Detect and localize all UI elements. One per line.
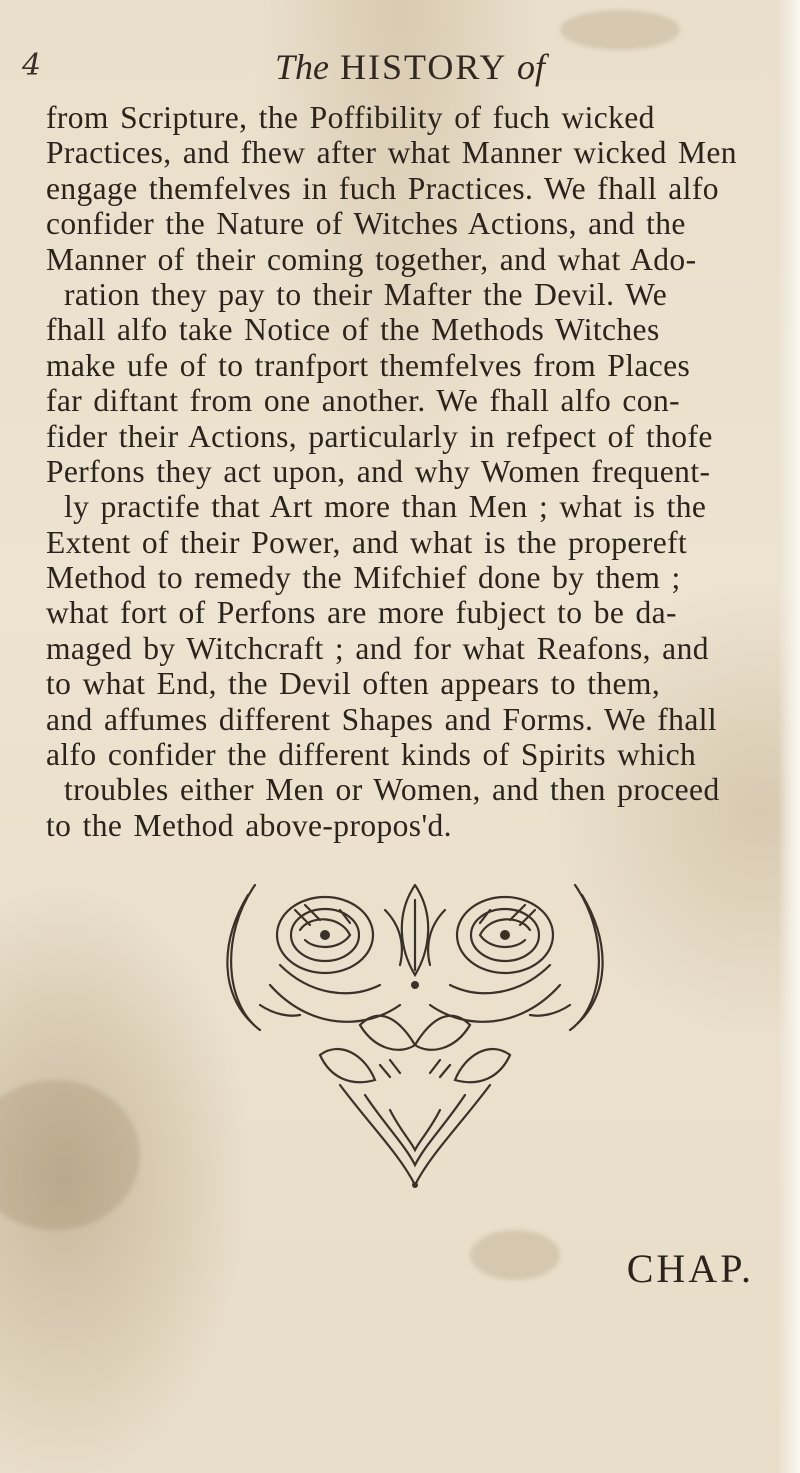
text-line: Perfons they act upon, and why Women frequent- (46, 453, 711, 489)
paper-stain (560, 10, 680, 50)
text-line: Practices, and fhew after what Manner wicked Men (46, 135, 737, 171)
text-line: engage themfelves in fuch Practices. We fhall alfo (46, 170, 719, 206)
text-line: troubles either Men or Women, and then proceed (64, 772, 720, 808)
running-head-of: of (517, 47, 546, 87)
text-line: Method to remedy the Mifchief done by them ; (46, 560, 681, 596)
text-line: ration they pay to their Mafter the Devil. We (64, 276, 668, 312)
text-line: Extent of their Power, and what is the propereft (46, 524, 688, 560)
text-line: and affumes different Shapes and Forms. We fhall (46, 701, 718, 737)
text-line: alfo confider the different kinds of Spirits which (46, 737, 697, 773)
text-line: Manner of their coming together, and what Ado- (46, 241, 697, 277)
floral-tailpiece-icon (200, 855, 630, 1205)
body-text (46, 100, 786, 843)
text-line: from Scripture, the Poffibility of fuch wicked (46, 100, 655, 135)
text-line: far diftant from one another. We fhall alfo con- (46, 383, 680, 419)
text-line: ly practife that Art more than Men ; what is the (64, 489, 707, 525)
running-head-title: HISTORY (339, 47, 507, 87)
text-line: fider their Actions, particularly in refpect of thofe (46, 418, 713, 454)
paper-stain (470, 1230, 560, 1280)
text-line: fhall alfo take Notice of the Methods Witches (46, 312, 660, 348)
running-head-the: The (274, 47, 329, 87)
text-line: to what End, the Devil often appears to them, (46, 666, 661, 702)
text-line: maged by Witchcraft ; and for what Reafons, and (46, 630, 709, 666)
text-line: what fort of Perfons are more fubject to be da- (46, 595, 677, 631)
running-head (0, 46, 800, 88)
page-number: 4 (22, 48, 42, 83)
text-line: confider the Nature of Witches Actions, and the (46, 206, 686, 242)
paper-stain (0, 1080, 140, 1230)
page-header (0, 48, 800, 88)
text-line: make ufe of to tranfport themfelves from Places (46, 347, 691, 383)
text-line: to the Method above-propos'd. (46, 807, 452, 843)
catchword: CHAP. (626, 1246, 754, 1291)
